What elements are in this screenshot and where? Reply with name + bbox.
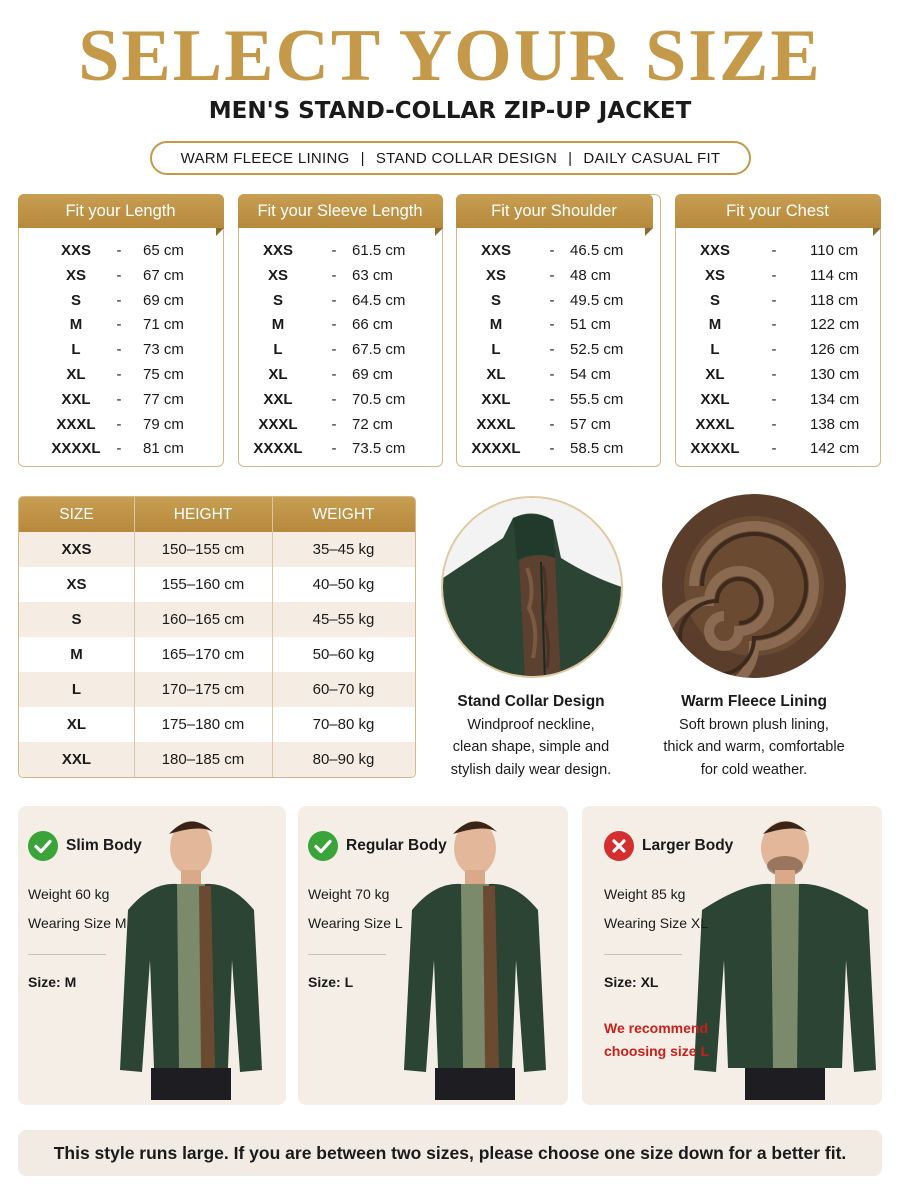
check-icon [28, 831, 58, 861]
measurement-value: 55.5 cm [570, 390, 624, 408]
divider [604, 954, 682, 955]
dash: - [771, 266, 777, 284]
measurement-row [239, 362, 442, 387]
dash: - [771, 242, 777, 259]
size-label: XXXXL [471, 440, 521, 458]
feature-separator: | [360, 149, 365, 167]
size-recommendation: choosing size L [604, 1043, 710, 1059]
size-label: XXL [61, 390, 91, 408]
measurement-row [19, 362, 223, 387]
measurement-card [238, 194, 443, 467]
measurement-row [239, 337, 442, 362]
measurement-row [239, 288, 442, 313]
measurement-card-title: Fit your Sleeve Length [238, 194, 443, 228]
size-label: L [491, 341, 501, 359]
measurement-card [456, 194, 661, 467]
size-label: XL [66, 366, 86, 383]
dash: - [549, 415, 555, 433]
size-label: M [489, 316, 503, 334]
weight-cell: 80–90 kg [312, 751, 375, 768]
height-cell: 160–165 cm [161, 611, 245, 628]
measurement-value: 61.5 cm [352, 242, 406, 259]
measurement-row [676, 263, 880, 288]
size-cell: XL [66, 716, 87, 733]
cross-icon [604, 831, 634, 861]
size-label: M [271, 316, 285, 334]
size-label: XXL [481, 390, 511, 408]
size-label: XXXXL [253, 440, 303, 458]
weight-cell: 70–80 kg [312, 716, 375, 733]
body-type-card [18, 806, 286, 1105]
dash: - [116, 316, 122, 334]
body-type-card [298, 806, 568, 1105]
measurement-value: 69 cm [143, 291, 184, 309]
size-label: XXXXL [690, 440, 740, 458]
dash: - [771, 440, 777, 458]
measurement-row [457, 337, 660, 362]
dash: - [331, 440, 337, 458]
measurement-value: 79 cm [143, 415, 184, 433]
measurement-row [676, 288, 880, 313]
size-column-header: SIZE [59, 506, 94, 523]
height-cell: 150–155 cm [161, 541, 245, 558]
weight-cell: 40–50 kg [312, 576, 375, 593]
measurement-row [19, 263, 223, 288]
dash: - [549, 341, 555, 359]
measurement-row [457, 362, 660, 387]
measurement-value: 48 cm [570, 266, 611, 284]
fleece-caption-line: for cold weather. [700, 762, 808, 778]
measurement-value: 126 cm [810, 341, 860, 359]
measurement-row [457, 387, 660, 412]
model-weight: Weight 70 kg [308, 886, 390, 902]
measurement-row [457, 263, 660, 288]
model-wearing-size: Wearing Size M [28, 915, 127, 931]
measurement-value: 75 cm [143, 366, 184, 383]
measurement-value: 134 cm [810, 390, 860, 408]
table-row [19, 637, 415, 672]
measurement-value: 64.5 cm [352, 291, 406, 309]
table-divider [272, 497, 273, 777]
model-wearing-size: Wearing Size XL [604, 915, 709, 931]
height-cell: 180–185 cm [161, 751, 245, 768]
model-weight: Weight 60 kg [28, 886, 110, 902]
table-row [19, 742, 415, 777]
size-cell: XXL [61, 751, 92, 768]
measurement-row [676, 312, 880, 337]
measurement-card-title: Fit your Length [18, 194, 224, 228]
size-label: XXXL [476, 415, 516, 433]
table-row [19, 672, 415, 707]
dash: - [771, 316, 777, 334]
measurement-value: 71 cm [143, 316, 184, 334]
size-label: XXXXL [51, 440, 101, 458]
size-label: L [273, 341, 283, 359]
page-title: SELECT YOUR SIZE [78, 15, 822, 97]
dash: - [331, 341, 337, 359]
measurement-card-title: Fit your Chest [675, 194, 881, 228]
fleece-caption-line: thick and warm, comfortable [663, 739, 845, 755]
fleece-caption-title: Warm Fleece Lining [681, 693, 827, 710]
dash: - [549, 316, 555, 334]
measurement-row [19, 312, 223, 337]
size-label: XXL [700, 390, 730, 408]
measurement-value: 138 cm [810, 415, 860, 433]
measurement-value: 130 cm [810, 366, 860, 383]
fit-advice-banner: This style runs large. If you are between two sizes, please choose one size down for a better fit. [18, 1130, 882, 1176]
size-table-header [19, 497, 415, 532]
table-row [19, 532, 415, 567]
measurement-value: 46.5 cm [570, 242, 624, 259]
measurement-row [19, 436, 223, 461]
measurement-row [19, 337, 223, 362]
size-label: S [709, 291, 720, 309]
dash: - [331, 390, 337, 408]
measurement-row [457, 436, 660, 461]
measurement-row [239, 412, 442, 437]
measurement-row [676, 412, 880, 437]
body-type-card [582, 806, 882, 1105]
size-label: L [710, 341, 720, 359]
dash: - [771, 291, 777, 309]
measurement-row [676, 337, 880, 362]
size-label: XXXL [258, 415, 298, 433]
feature-collar: STAND COLLAR DESIGN [375, 149, 558, 167]
weight-cell: 35–45 kg [312, 541, 375, 558]
size-cell: S [71, 611, 82, 628]
size-label: XL [486, 366, 506, 383]
dash: - [771, 366, 777, 383]
size-label: XS [485, 266, 506, 284]
size-label: M [708, 316, 722, 334]
weight-cell: 50–60 kg [312, 646, 375, 663]
feature-fit: DAILY CASUAL FIT [583, 149, 721, 167]
body-type-title: Regular Body [346, 837, 447, 854]
measurement-card [18, 194, 224, 467]
height-cell: 175–180 cm [161, 716, 245, 733]
measurement-row [457, 412, 660, 437]
dash: - [549, 390, 555, 408]
measurement-value: 72 cm [352, 415, 393, 433]
weight-column-header: WEIGHT [312, 506, 375, 523]
measurement-row [457, 238, 660, 263]
size-cell: XXS [61, 541, 92, 558]
collar-caption-line: stylish daily wear design. [450, 762, 612, 778]
collar-caption-line: clean shape, simple and [452, 739, 610, 755]
size-label: M [69, 316, 83, 334]
dash: - [331, 266, 337, 284]
dash: - [771, 390, 777, 408]
measurement-value: 67 cm [143, 266, 184, 284]
size-label: XXS [699, 242, 730, 259]
height-cell: 155–160 cm [161, 576, 245, 593]
table-divider [134, 497, 135, 777]
model-wearing-size: Wearing Size L [308, 915, 403, 931]
measurement-value: 114 cm [810, 266, 859, 284]
measurement-value: 122 cm [810, 316, 860, 334]
feature-separator: | [568, 149, 573, 167]
height-column-header: HEIGHT [173, 506, 233, 523]
size-label: S [70, 291, 81, 309]
size-label: XL [705, 366, 725, 383]
dash: - [549, 291, 555, 309]
measurement-value: 57 cm [570, 415, 611, 433]
size-label: XXS [60, 242, 91, 259]
measurement-card-title: Fit your Shoulder [456, 194, 653, 228]
size-label: L [71, 341, 81, 359]
measurement-value: 49.5 cm [570, 291, 624, 309]
size-label: S [490, 291, 501, 309]
measurement-row [239, 238, 442, 263]
measurement-row [457, 288, 660, 313]
table-row [19, 567, 415, 602]
measurement-row [676, 362, 880, 387]
size-cell: XS [66, 576, 87, 593]
dash: - [331, 366, 337, 383]
measurement-row [239, 387, 442, 412]
measurement-value: 73 cm [143, 341, 184, 359]
measurement-value: 81 cm [143, 440, 184, 458]
dash: - [331, 415, 337, 433]
dash: - [771, 341, 777, 359]
product-subtitle: MEN'S STAND-COLLAR ZIP-UP JACKET [208, 98, 692, 124]
measurement-row [19, 412, 223, 437]
feature-pill [150, 141, 751, 175]
size-label: XXS [262, 242, 293, 259]
size-label: S [272, 291, 283, 309]
dash: - [771, 415, 777, 433]
measurement-value: 66 cm [352, 316, 393, 334]
measurement-value: 63 cm [352, 266, 393, 284]
dash: - [116, 440, 122, 458]
dash: - [116, 242, 122, 259]
measurement-value: 73.5 cm [352, 440, 406, 458]
size-label: XS [704, 266, 725, 284]
measurement-value: 65 cm [143, 242, 184, 259]
measurement-value: 69 cm [352, 366, 393, 383]
measurement-value: 51 cm [570, 316, 611, 334]
body-type-title: Slim Body [66, 837, 142, 854]
collar-caption-title: Stand Collar Design [457, 693, 605, 710]
model-weight: Weight 85 kg [604, 886, 686, 902]
measurement-row [239, 263, 442, 288]
table-row [19, 707, 415, 742]
size-label: XS [65, 266, 86, 284]
divider [28, 954, 106, 955]
measurement-row [457, 312, 660, 337]
body-type-title: Larger Body [642, 837, 734, 854]
dash: - [549, 366, 555, 383]
stand-collar-photo [441, 496, 623, 678]
measurement-value: 70.5 cm [352, 390, 406, 408]
measurement-value: 52.5 cm [570, 341, 624, 359]
weight-cell: 60–70 kg [312, 681, 375, 698]
measurement-value: 110 cm [810, 242, 859, 259]
measurement-row [19, 288, 223, 313]
dash: - [549, 440, 555, 458]
measurement-card [675, 194, 881, 467]
recommended-size: Size: M [28, 974, 77, 990]
measurement-row [676, 238, 880, 263]
measurement-value: 67.5 cm [352, 341, 406, 359]
dash: - [116, 390, 122, 408]
size-label: XXS [480, 242, 511, 259]
dash: - [116, 341, 122, 359]
dash: - [331, 316, 337, 334]
measurement-row [676, 436, 880, 461]
recommended-size: Size: XL [604, 974, 659, 990]
collar-caption-line: Windproof neckline, [467, 717, 595, 733]
weight-cell: 45–55 kg [312, 611, 375, 628]
size-recommendation: We recommend [604, 1020, 708, 1036]
measurement-value: 142 cm [810, 440, 860, 458]
recommended-size: Size: L [308, 974, 354, 990]
dash: - [116, 291, 122, 309]
fleece-caption-line: Soft brown plush lining, [679, 717, 829, 733]
measurement-value: 118 cm [810, 291, 859, 309]
dash: - [116, 415, 122, 433]
size-cell: L [71, 681, 82, 698]
measurement-row [676, 387, 880, 412]
measurement-row [19, 387, 223, 412]
dash: - [331, 242, 337, 259]
size-label: XL [268, 366, 288, 383]
fleece-lining-photo [662, 494, 846, 678]
height-cell: 165–170 cm [161, 646, 245, 663]
measurement-value: 54 cm [570, 366, 611, 383]
divider [308, 954, 386, 955]
size-label: XXL [263, 390, 293, 408]
measurement-row [239, 312, 442, 337]
size-label: XXXL [56, 415, 96, 433]
size-label: XXXL [695, 415, 735, 433]
dash: - [549, 242, 555, 259]
dash: - [116, 266, 122, 284]
measurement-row [239, 436, 442, 461]
feature-fleece: WARM FLEECE LINING [180, 149, 350, 167]
measurement-value: 58.5 cm [570, 440, 624, 458]
dash: - [116, 366, 122, 383]
table-row [19, 602, 415, 637]
dash: - [331, 291, 337, 309]
dash: - [549, 266, 555, 284]
height-cell: 170–175 cm [161, 681, 245, 698]
size-cell: M [70, 646, 83, 663]
measurement-row [19, 238, 223, 263]
measurement-value: 77 cm [143, 390, 184, 408]
size-table [18, 496, 416, 778]
check-icon [308, 831, 338, 861]
size-label: XS [267, 266, 288, 284]
